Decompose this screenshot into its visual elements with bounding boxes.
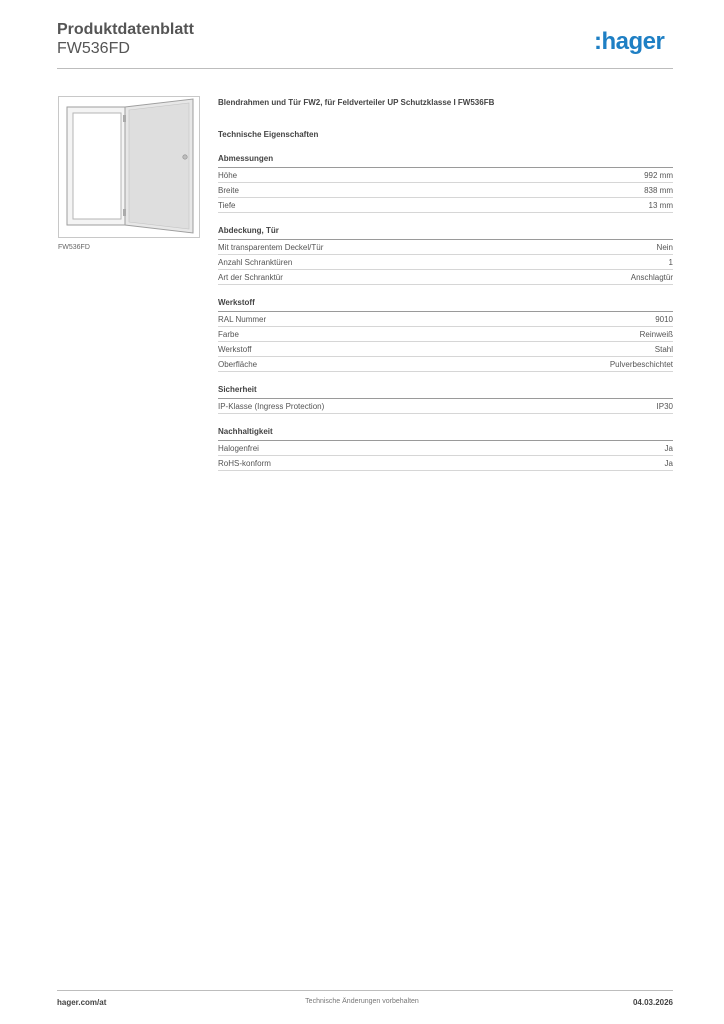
row-label: Art der Schranktür bbox=[218, 273, 283, 282]
table-row bbox=[218, 312, 673, 327]
row-value: 13 mm bbox=[648, 201, 673, 210]
section-nachhaltigkeit bbox=[218, 426, 673, 471]
row-label: Halogenfrei bbox=[218, 444, 259, 453]
image-caption: FW536FD bbox=[58, 244, 90, 251]
section-title: Werkstoff bbox=[218, 297, 673, 312]
row-value: Anschlagtür bbox=[630, 273, 673, 282]
row-label: Farbe bbox=[218, 330, 239, 339]
row-label: Anzahl Schranktüren bbox=[218, 258, 293, 267]
product-code: FW536FD bbox=[57, 40, 130, 57]
row-label: Oberfläche bbox=[218, 360, 258, 369]
product-image bbox=[58, 96, 200, 238]
row-value: IP30 bbox=[656, 402, 673, 411]
footer-date: 04.03.2026 bbox=[632, 998, 673, 1007]
table-row bbox=[218, 399, 673, 414]
technical-properties-heading: Technische Eigenschaften bbox=[218, 130, 319, 139]
table-row bbox=[218, 183, 673, 198]
section-abdeckung-tuer bbox=[218, 225, 673, 285]
table-row bbox=[218, 255, 673, 270]
footer-disclaimer: Technische Änderungen vorbehalten bbox=[305, 998, 419, 1005]
row-label: Höhe bbox=[218, 171, 238, 180]
row-value: Stahl bbox=[654, 345, 673, 354]
section-title: Abmessungen bbox=[218, 153, 673, 168]
table-row bbox=[218, 357, 673, 372]
section-title: Abdeckung, Tür bbox=[218, 225, 673, 240]
table-row bbox=[218, 342, 673, 357]
section-abmessungen bbox=[218, 153, 673, 213]
row-value: Pulverbeschichtet bbox=[609, 360, 673, 369]
row-value: 1 bbox=[668, 258, 673, 267]
row-label: Tiefe bbox=[218, 201, 236, 210]
row-value: Ja bbox=[664, 459, 673, 468]
table-row bbox=[218, 456, 673, 471]
row-label: Werkstoff bbox=[218, 345, 252, 354]
row-value: Ja bbox=[664, 444, 673, 453]
table-row bbox=[218, 198, 673, 213]
row-label: RoHS-konform bbox=[218, 459, 271, 468]
section-title: Nachhaltigkeit bbox=[218, 426, 673, 441]
hager-logo bbox=[594, 28, 674, 56]
row-label: Breite bbox=[218, 186, 239, 195]
footer-website-link[interactable]: hager.com/at bbox=[57, 998, 107, 1007]
table-row bbox=[218, 240, 673, 255]
footer-divider bbox=[57, 990, 673, 991]
row-value: Nein bbox=[656, 243, 673, 252]
row-label: RAL Nummer bbox=[218, 315, 267, 324]
row-label: Mit transparentem Deckel/Tür bbox=[218, 243, 324, 252]
product-description: Blendrahmen und Tür FW2, für Feldverteiler UP Schutzklasse I FW536FB bbox=[218, 98, 495, 107]
page-title: Produktdatenblatt bbox=[57, 21, 194, 38]
cabinet-door-illustration bbox=[59, 97, 199, 237]
section-sicherheit bbox=[218, 384, 673, 414]
row-value: 992 mm bbox=[644, 171, 673, 180]
table-row bbox=[218, 441, 673, 456]
product-content bbox=[218, 97, 673, 471]
row-value: Reinweiß bbox=[639, 330, 673, 339]
header-divider bbox=[57, 68, 673, 69]
row-value: 9010 bbox=[655, 315, 673, 324]
table-row bbox=[218, 327, 673, 342]
row-label: IP-Klasse (Ingress Protection) bbox=[218, 402, 325, 411]
section-title: Sicherheit bbox=[218, 384, 673, 399]
table-row bbox=[218, 270, 673, 285]
row-value: 838 mm bbox=[644, 186, 673, 195]
section-werkstoff bbox=[218, 297, 673, 372]
svg-text::hager: :hager bbox=[594, 28, 665, 55]
table-row bbox=[218, 168, 673, 183]
